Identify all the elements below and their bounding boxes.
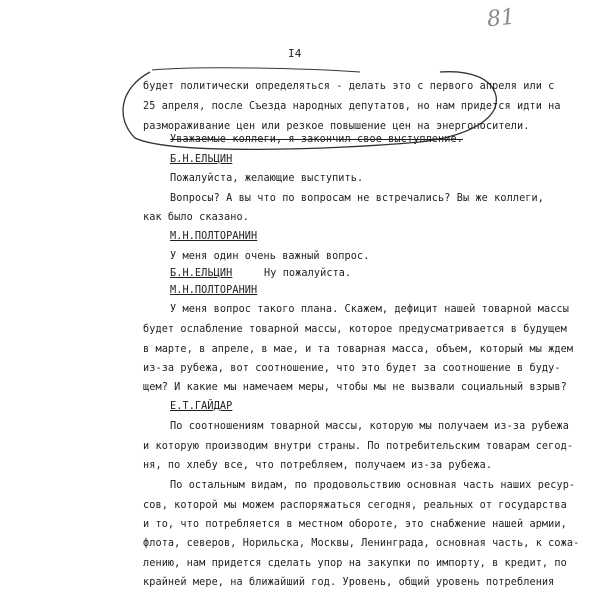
text-line: ня, по хлебу все, что потребляем, получаем из-за рубежа. [143,460,493,471]
text-line: крайней мере, на ближайший год. Уровень, общий уровень потребления [143,577,555,588]
page-number: I4 [288,47,302,60]
text-line: будет политически определяться - делать это с первого апреля или с [143,81,555,92]
text-line: в марте, в апреле, в мае, и та товарная масса, объем, который мы ждем [143,344,574,355]
speaker-name: М.Н.ПОЛТОРАНИН [170,285,258,296]
speaker-name: Б.Н.ЕЛЬЦИН [170,268,233,279]
text-line: У меня один очень важный вопрос. [170,251,370,262]
text-line: размораживание цен или резкое повышение цен на энергоносители. [143,121,530,132]
text-line: Уважаемые коллеги, я закончил свое выступление. [170,134,463,145]
text-line: По остальным видам, по продовольствию основная часть наших ресур- [170,480,576,491]
text-line: лению, нам придется сделать упор на закупки по импорту, в кредит, по [143,558,567,569]
text-line: флота, северов, Норильска, Москвы, Ленинграда, основная часть, к сожа- [143,538,580,549]
text-line: как было сказано. [143,212,249,223]
text-line: и то, что потребляется в местном обороте, это снабжение нашей армии, [143,519,567,530]
text-line: 25 апреля, после Съезда народных депутатов, но нам придется идти на [143,101,561,112]
text-line: и которую производим внутри страны. По потребительским товарам сегод- [143,441,574,452]
text-line: Ну пожалуйста. [264,268,352,279]
speaker-name: Б.Н.ЕЛЬЦИН [170,154,233,165]
text-line: из-за рубежа, вот соотношение, что это будет за соотношение в буду- [143,363,561,374]
speaker-name: М.Н.ПОЛТОРАНИН [170,231,258,242]
text-line: щем? И какие мы намечаем меры, чтобы мы не вызвали социальный взрыв? [143,382,567,393]
text-line: По соотношениям товарной массы, которую мы получаем из-за рубежа [170,421,569,432]
text-line: Пожалуйста, желающие выступить. [170,173,364,184]
text-line: У меня вопрос такого плана. Скажем, дефицит нашей товарной массы [170,304,569,315]
speaker-name: Е.Т.ГАЙДАР [170,401,233,412]
handwritten-page-number: 81 [485,4,517,33]
text-line: Вопросы? А вы что по вопросам не встречались? Вы же коллеги, [170,193,545,204]
text-line: сов, которой мы можем распоряжаться сегодня, реальных от государства [143,500,567,511]
text-line: будет ослабление товарной массы, которое предусматривается в будущем [143,324,567,335]
